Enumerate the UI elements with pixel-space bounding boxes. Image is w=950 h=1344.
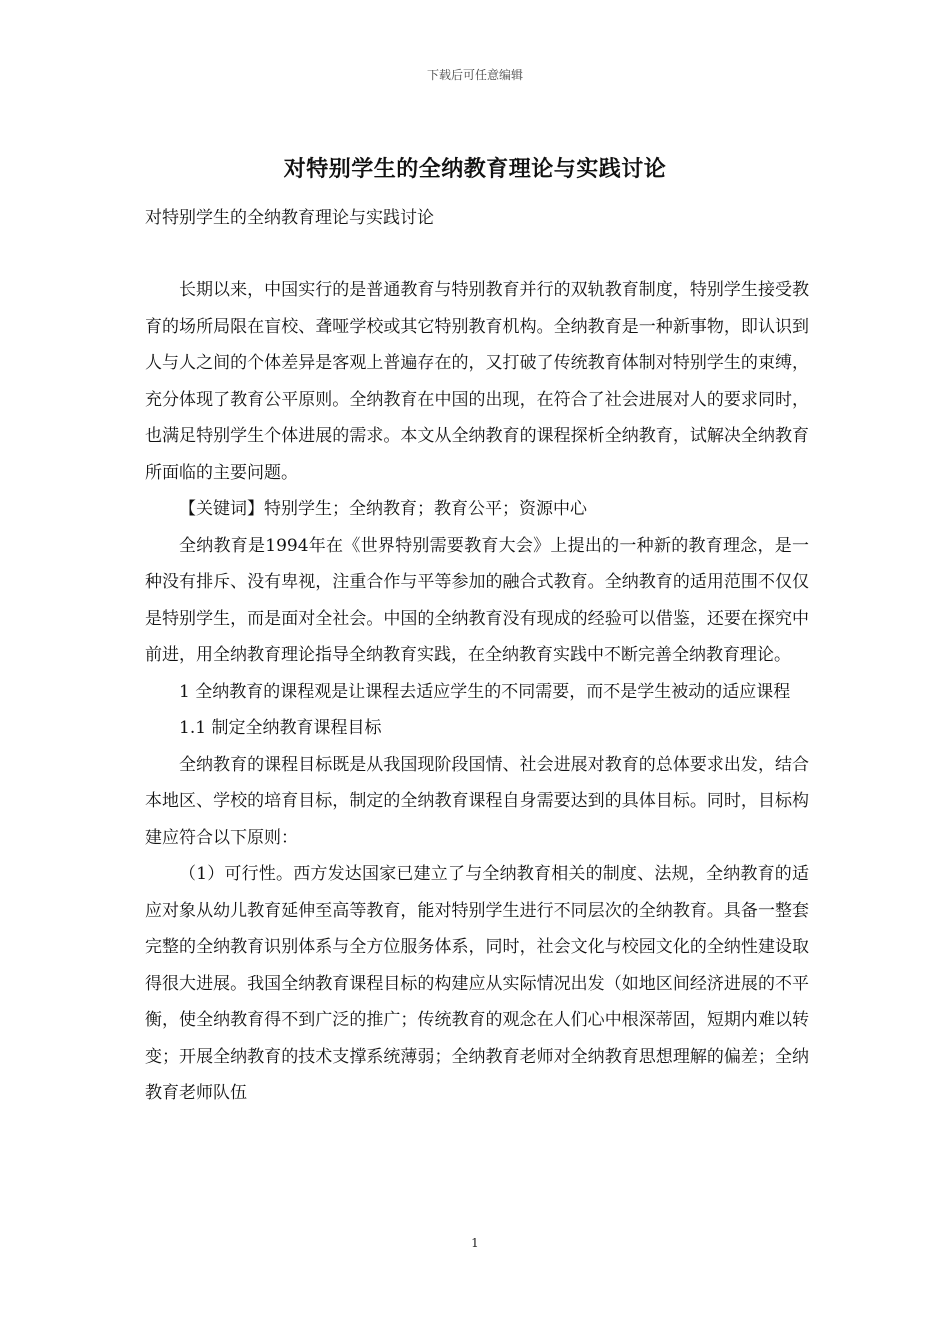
section-heading-1: 1 全纳教育的课程观是让课程去适应学生的不同需要，而不是学生被动的适应课程 xyxy=(179,681,791,702)
document-subtitle: 对特别学生的全纳教育理论与实践讨论 xyxy=(145,208,434,228)
body-paragraph: 全纳教育的课程目标既是从我国现阶段国情、社会进展对教育的总体要求出发，结合本地区、学校的培育目标，制定的全纳教育课程自身需要达到的具体目标。同时，目标构建应符合以下原则： xyxy=(145,754,809,848)
header-note: 下载后可任意编辑 xyxy=(426,68,523,82)
subsection-heading-1-1: 1.1 制定全纳教育课程目标 xyxy=(179,718,382,738)
intro-paragraph: 全纳教育是1994年在《世界特别需要教育大会》上提出的一种新的教育理念，是一种没有排斥、没有卑视，注重合作与平等参加的融合式教育。全纳教育的适用范围不仅仅是特别学生，而是面对全社会。中国的全纳教育没有现成的经验可以借鉴，还要在探究中前进，用全纳教育理论指导全纳教育实践，在全纳教育实践中不断完善全纳教育理论。 xyxy=(145,535,809,665)
document-title: 对特别学生的全纳教育理论与实践讨论 xyxy=(283,157,667,182)
keywords-paragraph: 【关键词】特别学生；全纳教育；教育公平；资源中心 xyxy=(179,499,587,519)
body-text xyxy=(145,272,809,1112)
page-number: 1 xyxy=(471,1236,479,1250)
abstract-paragraph: 长期以来，中国实行的是普通教育与特别教育并行的双轨教育制度，特别学生接受教育的场所局限在盲校、聋哑学校或其它特别教育机构。全纳教育是一种新事物，即认识到人与人之间的个体差异是客观上普遍存在的，又打破了传统教育体制对特别学生的束缚，充分体现了教育公平原则。全纳教育在中国的出现，在符合了社会进展对人的要求同时，也满足特别学生个体进展的需求。本文从全纳教育的课程探析全纳教育，试解决全纳教育所面临的主要问题。 xyxy=(145,280,809,483)
body-paragraph: （1）可行性。西方发达国家已建立了与全纳教育相关的制度、法规，全纳教育的适应对象从幼儿教育延伸至高等教育，能对特别学生进行不同层次的全纳教育。具备一整套完整的全纳教育识别体系与全方位服务体系，同时，社会文化与校园文化的全纳性建设取得很大进展。我国全纳教育课程目标的构建应从实际情况出发（如地区间经济进展的不平衡，使全纳教育得不到广泛的推广；传统教育的观念在人们心中根深蒂固，短期内难以转变；开展全纳教育的技术支撑系统薄弱；全纳教育老师对全纳教育思想理解的偏差；全纳教育老师队伍 xyxy=(145,864,809,1103)
